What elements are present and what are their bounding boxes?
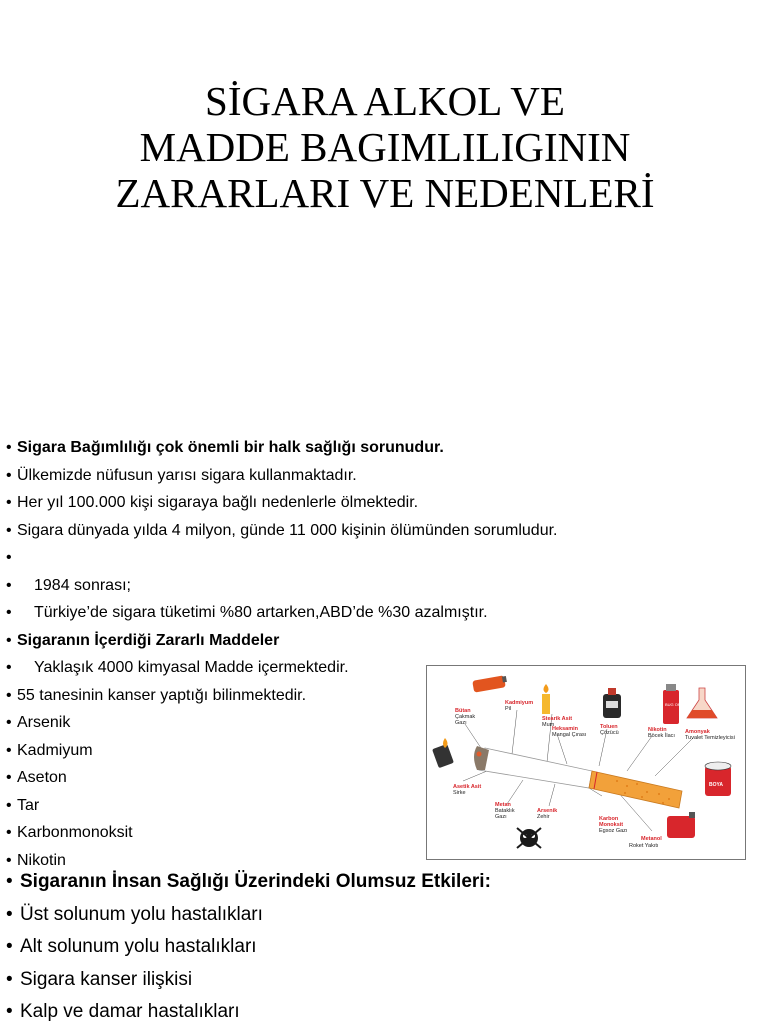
effect-text: Alt solunum yolu hastalıkları: [20, 936, 257, 957]
cigarette-icon: [474, 746, 682, 808]
label-stearik-sub: Mum: [542, 722, 555, 728]
flask-icon: [687, 688, 717, 718]
battery-icon: [472, 675, 507, 692]
bullet-item: [6, 462, 746, 490]
bullet-text: Ülkemizde nüfusun yarısı sigara kullanmaktadır.: [17, 466, 357, 484]
lighter-icon: [432, 738, 454, 768]
label-toluen: Toluen: [600, 724, 618, 730]
bullet-marker: •: [6, 439, 12, 456]
bullet-text: Yaklaşık 4000 kimyasal Madde içermektedir.: [34, 659, 349, 676]
bullet-text: Sigaranın İçerdiği Zararlı Maddeler: [17, 631, 280, 649]
label-heksamin: Heksamin: [552, 726, 578, 732]
bullet-text: Aseton: [17, 769, 67, 786]
label-metan: Metan: [495, 802, 511, 808]
bullet-marker: •: [6, 686, 12, 704]
label-kadmiyum-sub: Pil: [505, 706, 512, 712]
label-amonyak-sub: Tuvalet Temizleyicisi: [685, 735, 735, 741]
label-butan-sub1: Çakmak: [455, 714, 476, 720]
fuel-can-icon: [667, 812, 695, 838]
bullet-marker: •: [6, 936, 13, 957]
title-line-2: MADDE BAGIMLILIGININ: [139, 124, 631, 170]
bullet-text: Arsenik: [17, 714, 71, 731]
bullet-item: [6, 544, 746, 572]
bullet-text: Türkiye’de sigara tüketimi %80 artarken,ABD’de %30 azalmıştır.: [34, 604, 488, 621]
bullet-marker: •: [6, 631, 12, 649]
ingredients-diagram: [427, 666, 745, 859]
bullet-marker: •: [6, 604, 12, 621]
effect-text: Kalp ve damar hastalıkları: [20, 1001, 240, 1022]
effect-text: Sigara kanser ilişkisi: [20, 968, 193, 990]
label-asetik-sub: Sirke: [453, 790, 466, 796]
label-karbon-2: Monoksit: [599, 822, 624, 828]
bullet-item: [6, 572, 746, 600]
bullet-item: [6, 627, 746, 655]
label-metanol-sub: Roket Yakıtı: [629, 843, 659, 849]
bullet-marker: •: [6, 824, 12, 841]
label-arsenik: Arsenik: [537, 808, 558, 814]
bullet-text: Nikotin: [17, 851, 66, 869]
label-kadmiyum: Kadmiyum: [505, 700, 534, 706]
effect-text: Üst solunum yolu hastalıkları: [20, 903, 263, 925]
bullet-text: Tar: [17, 796, 40, 814]
bullet-marker: •: [6, 871, 13, 892]
bullet-text: 1984 sonrası;: [34, 576, 131, 594]
label-karbon-sub: Egsoz Gazı: [599, 828, 628, 834]
label-butan: Bütan: [455, 708, 471, 714]
bullet-marker: •: [6, 576, 12, 594]
bullet-marker: •: [6, 714, 12, 731]
label-stearik: Stearik Asit: [542, 716, 573, 722]
insecticide-spray-icon: [663, 684, 683, 724]
bullet-marker: •: [6, 903, 13, 925]
bullet-marker: •: [6, 521, 12, 539]
bullet-item: [6, 434, 746, 462]
paint-can-icon: [705, 762, 731, 796]
bullet-item: [6, 489, 746, 517]
bullet-marker: •: [6, 741, 12, 759]
solvent-bottle-icon: [603, 688, 621, 718]
label-metanol: Metanol: [641, 836, 662, 842]
bullet-item: [6, 517, 746, 545]
bullet-text: Sigara Bağımlılığı çok önemli bir halk sağlığı sorunudur.: [17, 439, 444, 456]
bullet-item: [6, 599, 746, 627]
effect-text: Sigaranın İnsan Sağlığı Üzerindeki Olumsuz Etkileri:: [20, 871, 491, 892]
cigarette-ingredients-illustration: [426, 665, 746, 860]
bullet-text: Kadmiyum: [17, 741, 93, 759]
title-line-1: SİGARA ALKOL VE: [205, 78, 565, 124]
bullet-marker: •: [6, 549, 12, 566]
label-toluen-sub: Çözücü: [600, 730, 619, 736]
label-butan-sub2: Gazı: [455, 720, 467, 726]
bullet-text: Her yıl 100.000 kişi sigaraya bağlı nedenlerle ölmektedir.: [17, 494, 419, 511]
label-nikotin: Nikotin: [648, 727, 667, 733]
bullet-marker: •: [6, 769, 12, 786]
label-metan-sub2: Gazı: [495, 814, 507, 820]
bullet-marker: •: [6, 659, 12, 676]
bullet-marker: •: [6, 1001, 13, 1022]
slide-title: [60, 78, 710, 216]
label-asetik: Asetik Asit: [453, 784, 482, 790]
label-nikotin-sub: Böcek İlacı: [648, 733, 675, 739]
bullet-marker: •: [6, 796, 12, 814]
label-amonyak: Amonyak: [685, 729, 710, 735]
label-heksamin-sub: Mangal Çırası: [552, 732, 587, 738]
paint-label: BOYA: [709, 782, 723, 788]
title-line-3: ZARARLARI VE NEDENLERİ: [115, 170, 655, 216]
bullet-marker: •: [6, 968, 13, 990]
bullet-text: Sigara dünyada yılda 4 milyon, günde 11 000 kişinin ölümünden sorumludur.: [17, 521, 558, 539]
bullet-marker: •: [6, 851, 12, 869]
spray-label: BUG OFF: [665, 702, 683, 707]
label-arsenik-sub: Zehir: [537, 814, 550, 820]
bullet-text: Karbonmonoksit: [17, 824, 133, 841]
label-karbon-1: Karbon: [599, 816, 619, 822]
bullet-marker: •: [6, 494, 12, 511]
bullet-text: 55 tanesinin kanser yaptığı bilinmektedir.: [17, 686, 307, 704]
skull-icon: [517, 828, 541, 848]
label-metan-sub1: Bataklık: [495, 808, 515, 814]
bullet-marker: •: [6, 466, 12, 484]
candle-icon: [542, 684, 550, 714]
